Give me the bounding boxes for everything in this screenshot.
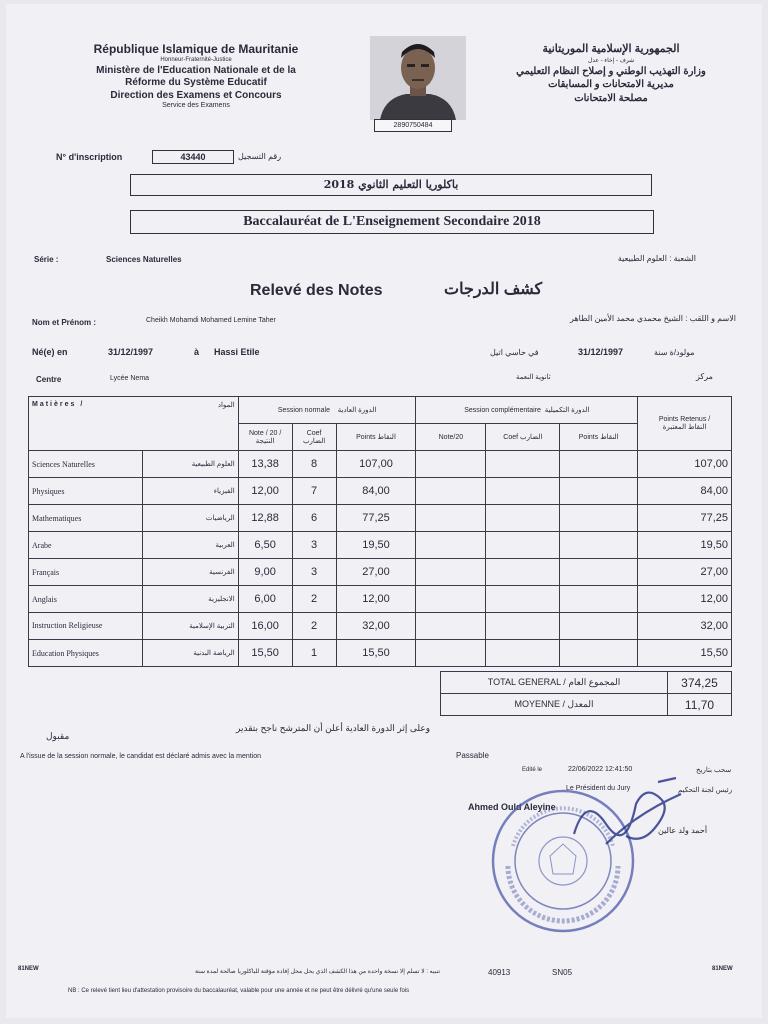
footer-note-ar: تنبيه : لا تسلم إلا نسخة واحدة من هذا الكشف الذي يحل محل إفادة مؤقتة للباكلوريا صالحة لمدة سنة xyxy=(194,969,440,975)
name-label: Nom et Prénom : xyxy=(32,318,97,327)
edit-date-ar: سحب بتاريخ xyxy=(696,767,732,774)
centre-value-ar: ثانوية النعمة xyxy=(516,374,551,381)
mention-ar: مقبول xyxy=(46,731,70,741)
photo-id: 2890750484 xyxy=(374,119,452,132)
table-row: Physiques الفيزياء 12,00 7 84,00 84,00 xyxy=(29,478,732,505)
mention: Passable xyxy=(456,751,489,760)
total-row xyxy=(441,672,732,694)
birth-place: Hassi Etile xyxy=(214,347,260,357)
footer-code-left: 81NEW xyxy=(18,966,39,972)
name-value: Cheikh Mohamdi Mohamed Lemine Taher xyxy=(146,317,276,324)
table-header-row xyxy=(29,397,732,424)
footer-code-right: 81NEW xyxy=(712,966,733,972)
header-arabic xyxy=(476,42,746,105)
total-value: 374,25 xyxy=(668,672,732,694)
header-note: Note / 20 / النتيجة xyxy=(238,424,292,451)
table-row: Français الفرنسية 9,00 3 27,00 27,00 xyxy=(29,559,732,586)
jury-label: Le Président du Jury xyxy=(566,785,631,792)
total-label-ar: المجموع العام xyxy=(568,677,621,687)
header-coef: Coef الضارب xyxy=(292,424,336,451)
birth-date-ar: 31/12/1997 xyxy=(578,347,624,357)
centre-label: Centre xyxy=(36,375,62,384)
direction-ar: مديرية الامتحانات و المسابقات xyxy=(548,79,674,91)
page-title: Relevé des Notes xyxy=(250,282,383,299)
header-session-complementaire: Session complémentaire الدورة التكميلية xyxy=(416,397,638,424)
exam-title-fr: Baccalauréat de L'Enseignement Secondaire 2018 xyxy=(130,210,654,234)
inscription-number: 43440 xyxy=(152,150,234,164)
total-label: TOTAL GENERAL / xyxy=(487,677,566,687)
moyenne-row xyxy=(441,694,732,716)
header-matieres: Matières / المواد xyxy=(29,397,239,451)
footer-num-2: SN05 xyxy=(552,968,573,977)
signature-icon xyxy=(566,774,686,854)
moyenne-label-ar: المعدل xyxy=(567,699,594,709)
serie-label: Série : xyxy=(34,255,59,264)
table-row: Education Physiques الرياضة البدنية 15,50 1 15,50 15,50 xyxy=(29,640,732,667)
inscription-label: N° d'inscription xyxy=(56,152,123,162)
service-ar: مصلحة الامتحانات xyxy=(574,92,648,104)
birth-label: Né(e) en xyxy=(32,347,68,357)
footer-note-fr: NB : Ce relevé tient lieu d'attestation provisoire du baccalauréat, valable pour une année et ne peut être délivré qu'une seule fois xyxy=(68,988,410,994)
country-fr: République Islamique de Mauritanie xyxy=(93,42,299,56)
inscription-label-ar: رقم التسجيل xyxy=(238,152,282,161)
ministry-fr-1: Ministère de l'Education Nationale et de la xyxy=(96,64,296,76)
header-points-comp: Points النقاط xyxy=(560,424,638,451)
decision-ar: وعلى إثر الدورة العادية أعلن أن المترشح ناجح بتقدير xyxy=(236,723,431,733)
centre-label-ar: مركز xyxy=(696,372,713,381)
birth-label-ar: مولود/ة سنة xyxy=(654,348,695,357)
candidate-photo xyxy=(370,36,466,120)
serie-ar: الشعبة : العلوم الطبيعية xyxy=(617,254,696,263)
signer-name: Ahmed Ould Aleyine xyxy=(468,802,556,812)
document-sheet xyxy=(6,4,762,1018)
birth-a: à xyxy=(194,347,200,357)
header-french xyxy=(46,42,346,111)
table-row: Mathematiques الرياضيات 12,88 6 77,25 77,25 xyxy=(29,505,732,532)
header-coef-comp: Coef الضارب xyxy=(486,424,560,451)
birth-date: 31/12/1997 xyxy=(108,347,154,357)
direction-fr: Direction des Examens et Concours xyxy=(110,89,282,101)
motto-fr: Honneur-Fraternité-Justice xyxy=(160,57,232,63)
header-session-normale: Session normale الدورة العادية xyxy=(238,397,416,424)
signer-name-ar: أحمد ولد عالين xyxy=(658,826,708,835)
table-row: Instruction Religieuse التربية الإسلامية 16,00 2 32,00 32,00 xyxy=(29,613,732,640)
portrait-icon xyxy=(370,36,466,120)
moyenne-value: 11,70 xyxy=(668,694,732,716)
header-note-comp: Note/20 xyxy=(416,424,486,451)
moyenne-label: MOYENNE / xyxy=(514,699,565,709)
table-row: Sciences Naturelles العلوم الطبيعية 13,38 8 107,00 107,00 xyxy=(29,451,732,478)
header-points: Points النقاط xyxy=(336,424,416,451)
grades-table xyxy=(28,396,732,667)
table-row: Anglais الانجليزية 6,00 2 12,00 12,00 xyxy=(29,586,732,613)
exam-title-ar: باكلوريا التعليم الثانوي 2018 xyxy=(130,174,652,196)
totals-table xyxy=(440,671,732,716)
service-fr: Service des Examens xyxy=(162,102,230,109)
decision-fr: A l'issue de la session normale, le candidat est déclaré admis avec la mention xyxy=(20,753,262,760)
table-row: Arabe العربية 6,50 3 19,50 19,50 xyxy=(29,532,732,559)
serie-value: Sciences Naturelles xyxy=(106,255,182,264)
ministry-ar: وزارة التهذيب الوطني و إصلاح النظام التعليمي xyxy=(516,65,706,77)
footer-num-1: 40913 xyxy=(488,968,511,977)
ministry-fr-2: Réforme du Système Educatif xyxy=(125,77,267,88)
edit-date: 22/06/2022 12:41:50 xyxy=(568,766,633,773)
country-ar: الجمهورية الإسلامية الموريتانية xyxy=(542,43,680,55)
page-title-ar: كشف الدرجات xyxy=(444,281,543,298)
birth-place-ar: في حاسي اتيل xyxy=(490,348,539,357)
name-ar: الاسم و اللقب : الشيخ محمدي محمد الأمين الطاهر xyxy=(570,314,736,323)
jury-label-ar: رئيس لجنة التحكيم xyxy=(678,787,733,794)
edit-date-label: Edité le xyxy=(522,767,543,773)
centre-value: Lycée Nema xyxy=(110,375,150,382)
motto-ar: شرف - إخاء - عدل xyxy=(587,57,635,64)
header-points-retenus: Points Retenus / النقاط المعتبرة xyxy=(638,397,732,451)
